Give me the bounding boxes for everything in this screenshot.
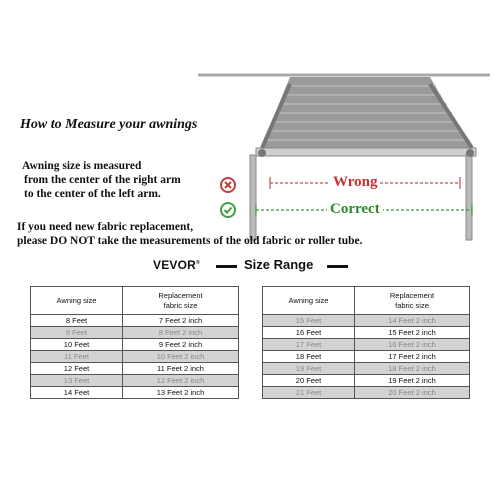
note-line: If you need new fabric replacement, (17, 221, 194, 233)
table-row (31, 327, 239, 339)
awning-size-cell: 18 Feet (263, 351, 355, 363)
fabric-size-cell: 16 Feet 2 inch (355, 339, 470, 351)
measure-instructions (22, 159, 222, 201)
table-row (31, 351, 239, 363)
awning-size-cell: 19 Feet (263, 363, 355, 375)
fabric-size-cell: 11 Feet 2 inch (123, 363, 239, 375)
table-row (263, 327, 470, 339)
divider-dash (327, 265, 348, 268)
fabric-size-cell: 20 Feet 2 inch (355, 387, 470, 399)
column-header-awning-size: Awning size (263, 287, 355, 315)
size-range-header (0, 256, 500, 276)
table-row (31, 387, 239, 399)
awning-size-cell: 8 Feet (31, 315, 123, 327)
table-row (263, 375, 470, 387)
awning-size-cell: 13 Feet (31, 375, 123, 387)
fabric-size-cell: 7 Feet 2 inch (123, 315, 239, 327)
awning-size-cell: 16 Feet (263, 327, 355, 339)
awning-size-cell: 10 Feet (31, 339, 123, 351)
brand-logo: VEVOR® (153, 258, 200, 272)
fabric-size-cell: 13 Feet 2 inch (123, 387, 239, 399)
fabric-size-cell: 12 Feet 2 inch (123, 375, 239, 387)
awning-size-cell: 20 Feet (263, 375, 355, 387)
replacement-note (17, 220, 487, 248)
fabric-size-cell: 19 Feet 2 inch (355, 375, 470, 387)
awning-size-cell: 12 Feet (31, 363, 123, 375)
fabric-size-cell: 10 Feet 2 inch (123, 351, 239, 363)
check-circle-icon (220, 202, 236, 218)
column-header-awning-size: Awning size (31, 287, 123, 315)
measure-line: Awning size is measured (22, 160, 142, 172)
table-row (31, 363, 239, 375)
table-row (31, 339, 239, 351)
awning-size-cell: 17 Feet (263, 339, 355, 351)
table-row (263, 339, 470, 351)
measure-line: to the center of the left arm. (24, 188, 161, 200)
table-row (263, 363, 470, 375)
awning-size-cell: 9 Feet (31, 327, 123, 339)
table-row (31, 375, 239, 387)
fabric-size-cell: 8 Feet 2 inch (123, 327, 239, 339)
size-table-right (262, 286, 470, 399)
size-range-title: Size Range (244, 257, 314, 272)
size-table-left (30, 286, 239, 399)
awning-size-cell: 11 Feet (31, 351, 123, 363)
correct-label: Correct (327, 201, 383, 218)
table-row (263, 387, 470, 399)
fabric-size-cell: 15 Feet 2 inch (355, 327, 470, 339)
fabric-size-cell: 17 Feet 2 inch (355, 351, 470, 363)
divider-dash (216, 265, 237, 268)
fabric-size-cell: 14 Feet 2 inch (355, 315, 470, 327)
column-header-fabric-size: Replacement fabric size (355, 287, 470, 315)
awning-size-cell: 14 Feet (31, 387, 123, 399)
awning-size-cell: 15 Feet (263, 315, 355, 327)
measure-line: from the center of the right arm (24, 174, 181, 186)
table-row (263, 315, 470, 327)
note-line: please DO NOT take the measurements of the old fabric or roller tube. (17, 235, 363, 247)
awning-size-cell: 21 Feet (263, 387, 355, 399)
cross-circle-icon (220, 177, 236, 193)
page-heading: How to Measure your awnings (20, 117, 198, 132)
column-header-fabric-size: Replacement fabric size (123, 287, 239, 315)
fabric-size-cell: 9 Feet 2 inch (123, 339, 239, 351)
fabric-size-cell: 18 Feet 2 inch (355, 363, 470, 375)
table-row (31, 315, 239, 327)
wrong-label: Wrong (330, 174, 380, 191)
table-row (263, 351, 470, 363)
